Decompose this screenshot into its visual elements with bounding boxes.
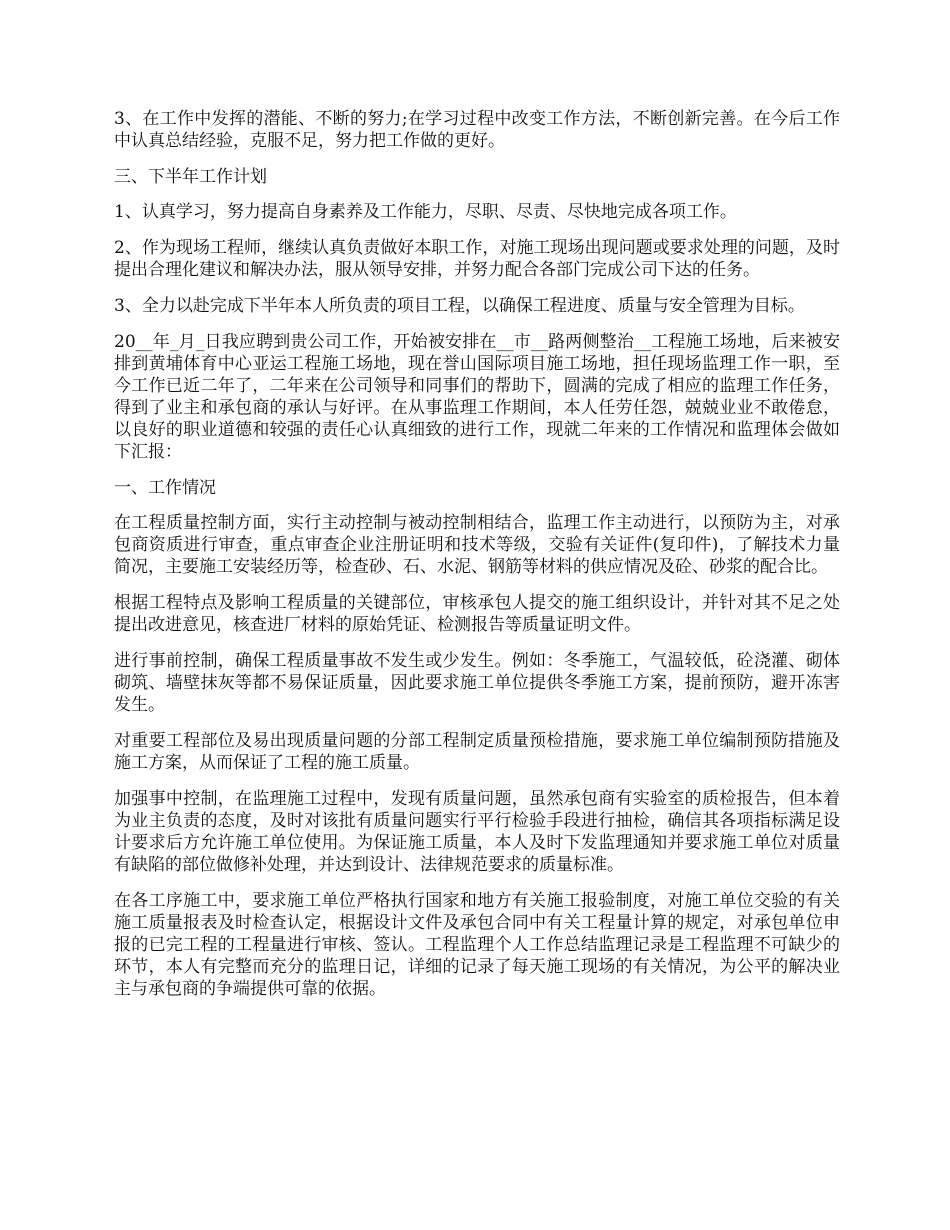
paragraph-quality-control: 在工程质量控制方面，实行主动控制与被动控制相结合，监理工作主动进行，以预防为主，对承包商资质进行审查，重点审查企业注册证明和技术等级，交验有关证件(复印件)，了解技术力量简况，主要施工安装经历等，检查砂、石、水泥、钢筋等材料的供应情况及砼、砂浆的配合比。: [114, 513, 840, 577]
section-heading-work-status: 一、工作情况: [114, 478, 216, 498]
section-heading-plan: 三、下半年工作计划: [114, 167, 267, 187]
paragraph-self-improvement: 3、在工作中发挥的潜能、不断的努力;在学习过程中改变工作方法，不断创新完善。在今后工作中认真总结经验，克服不足，努力把工作做的更好。: [114, 109, 840, 151]
paragraph-key-parts: 根据工程特点及影响工程质量的关键部位，审核承包人提交的施工组织设计，并针对其不足之处提出改进意见，核查进厂材料的原始凭证、检测报告等质量证明文件。: [114, 593, 840, 635]
document-body: [114, 108, 840, 1014]
paragraph-inprocess-control: 加强事中控制，在监理施工过程中，发现有质量问题，虽然承包商有实验室的质检报告，但本着为业主负责的态度，及时对该批有质量问题实行平行检验手段进行抽检，确信其各项指标满足设计要求后方允许施工单位使用。为保证施工质量，本人及时下发监理通知并要求施工单位对质量有缺陷的部位做修补处理，并达到设计、法律规范要求的质量标准。: [114, 789, 840, 875]
paragraph-prior-control: 进行事前控制，确保工程质量事故不发生或少发生。例如：冬季施工，气温较低，砼浇灌、砌体砌筑、墙壁抹灰等都不易保证质量，因此要求施工单位提供冬季施工方案，提前预防，避开冻害发生。: [114, 651, 840, 715]
plan-item-2: 2、作为现场工程师，继续认真负责做好本职工作，对施工现场出现问题或要求处理的问题，及时提出合理化建议和解决办法，服从领导安排，并努力配合各部门完成公司下达的任务。: [114, 238, 840, 280]
paragraph-process-inspection: 在各工序施工中，要求施工单位严格执行国家和地方有关施工报验制度，对施工单位交验的有关施工质量报表及时检查认定，根据设计文件及承包合同中有关工程量计算的规定，对承包单位申报的已完工程的工程量进行审核、签认。工程监理个人工作总结监理记录是工程监理不可缺少的环节，本人有完整而充分的监理日记，详细的记录了每天施工现场的有关情况，为公平的解决业主与承包商的争端提供可靠的依据。: [114, 891, 840, 999]
plan-item-1: 1、认真学习，努力提高自身素养及工作能力，尽职、尽责、尽快地完成各项工作。: [114, 202, 737, 222]
paragraph-precheck-measures: 对重要工程部位及易出现质量问题的分部工程制定质量预检措施，要求施工单位编制预防措施及施工方案，从而保证了工程的施工质量。: [114, 731, 840, 773]
paragraph-introduction: 20__年_月_日我应聘到贵公司工作，开始被安排在__市__路两侧整治__工程施工场地，后来被安排到黄埔体育中心亚运工程施工场地，现在誉山国际项目施工场地，担任现场监理工作一职，至今工作已近二年了，二年来在公司领导和同事们的帮助下，圆满的完成了相应的监理工作任务，得到了业主和承包商的承认与好评。在从事监理工作期间，本人任劳任怨，兢兢业业不敢倦怠，以良好的职业道德和较强的责任心认真细致的进行工作，现就二年来的工作情况和监理体会做如下汇报：: [114, 332, 840, 462]
plan-item-3: 3、全力以赴完成下半年本人所负责的项目工程，以确保工程进度、质量与安全管理为目标。: [114, 296, 805, 316]
